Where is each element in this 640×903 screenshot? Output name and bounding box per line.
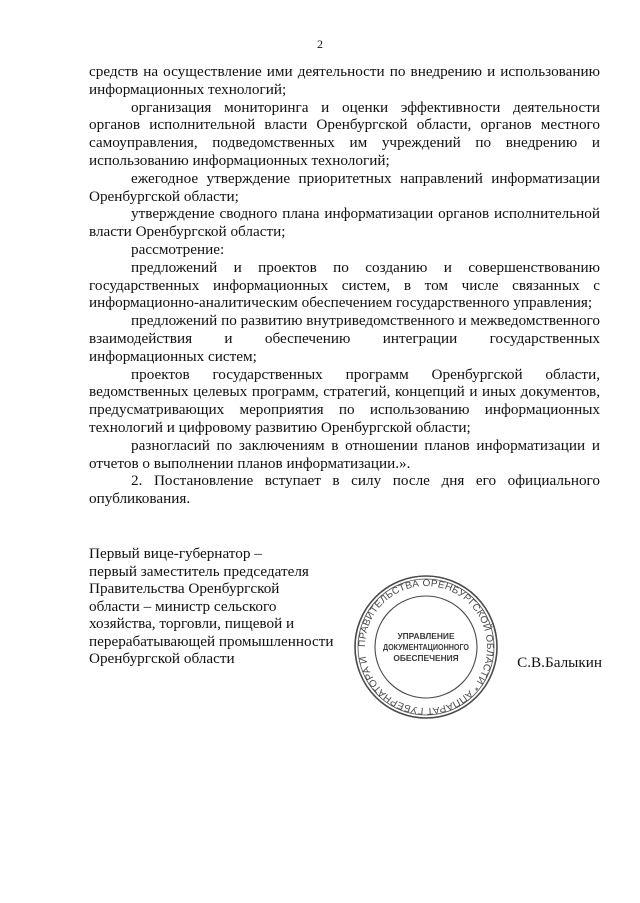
signatory-title [89, 545, 349, 668]
paragraph: 2. Постановление вступает в силу после дня его официального опубликования. [89, 472, 600, 508]
paragraph: проектов государственных программ Оренбургской области, ведомственных целевых программ, стратегий, концепций и иных документов, предусматривающих мероприятия по использованию информационных технологий и цифровому развитию Оренбургской области; [89, 365, 600, 436]
paragraph: разногласий по заключениям в отношении планов информатизации и отчетов о выполнении планов информатизации.». [89, 436, 600, 472]
paragraph: средств на осуществление ими деятельности по внедрению и использованию информационных технологий; [89, 63, 600, 98]
signer-name: С.В.Балыкин [517, 654, 602, 671]
paragraph: предложений по развитию внутриведомственного и межведомственного взаимодействия и обеспечению интеграции государственных информационных систем; [89, 312, 600, 365]
seal-ring-text: ПРАВИТЕЛЬСТВА ОРЕНБУРГСКОЙ ОБЛАСТИ * АППАРАТ ГУБЕРНАТОРА И [356, 577, 496, 717]
signatory-title-line: Оренбургской области [89, 650, 235, 667]
signatory-title-line: Правительства Оренбургской [89, 580, 280, 597]
signatory-title-line: хозяйства, торговли, пищевой и [89, 615, 295, 632]
seal-center-line: УПРАВЛЕНИЕ [397, 631, 455, 641]
paragraph: ежегодное утверждение приоритетных направлений информатизации Оренбургской области; [89, 169, 600, 205]
paragraph: утверждение сводного плана информатизации органов исполнительной власти Оренбургской области; [89, 205, 600, 241]
signatory-title-line: Первый вице-губернатор – [89, 545, 262, 562]
signatory-title-line: области – министр сельского [89, 597, 277, 615]
page-number: 2 [317, 37, 323, 51]
signatory-title-line: первый заместитель председателя [89, 562, 309, 580]
seal-center-line: ОБЕСПЕЧЕНИЯ [393, 653, 459, 663]
paragraph: предложений и проектов по созданию и совершенствованию государственных информационных систем, в том числе связанных с информационно-аналитическим обеспечением государственного управления; [89, 258, 600, 312]
paragraph: организация мониторинга и оценки эффективности деятельности органов исполнительной власти Оренбургской области, органов местного самоуправления, подведомственных им учреждений по внедрению и использованию информационных технологий; [89, 98, 600, 169]
signatory-title-line: перерабатывающей промышленности [89, 632, 334, 650]
document-body [89, 63, 600, 508]
seal-center-line: ДОКУМЕНТАЦИОННОГО [383, 642, 470, 652]
paragraph: рассмотрение: [131, 240, 225, 258]
official-seal-stamp [352, 573, 500, 721]
